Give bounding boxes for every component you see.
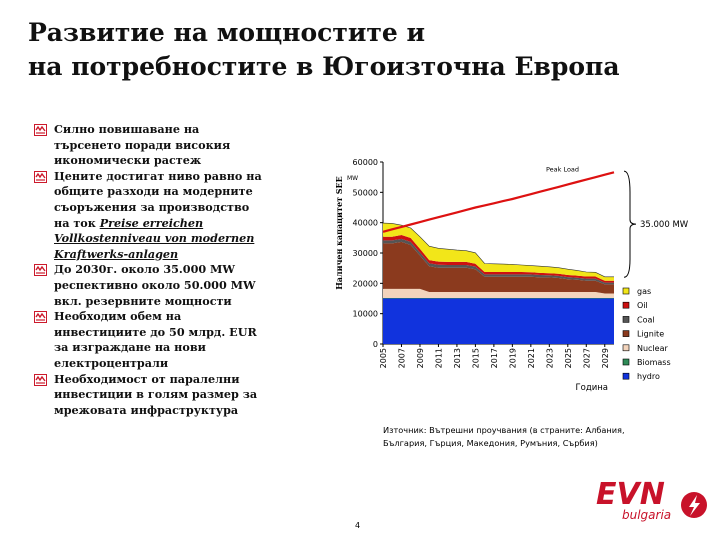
area-series-biomass	[383, 298, 614, 299]
x-tick-label: 2015	[471, 348, 481, 369]
x-tick-label: 2007	[397, 348, 407, 369]
slide-title-line-2: на потребностите в Югоизточна Европа	[28, 52, 620, 81]
logo-brand-text: EVN	[596, 477, 665, 512]
y-axis-title: Наличен капацитет SEE	[334, 176, 344, 290]
source-line-1: Източник: Вътрешни проучвания (в страните: Албания,	[383, 425, 625, 435]
legend-label-gas: gas	[637, 287, 652, 296]
x-tick-label: 2029	[600, 348, 610, 369]
x-tick-label: 2013	[452, 348, 462, 369]
x-tick-label: 2019	[508, 348, 518, 369]
x-tick-label: 2027	[582, 348, 592, 369]
x-tick-label: 2011	[434, 348, 444, 369]
bullet-text: Цените достигат ниво равно на общите разходи на модерните съоръжения за производство на ток	[54, 168, 262, 230]
y-tick-label: 10000	[352, 309, 378, 319]
bullet-text: Необходим обем на инвестициите до 50 млрд. EUR за изграждане на нови електроцентрали	[54, 309, 257, 370]
evn-logo	[594, 477, 710, 523]
source-note	[383, 424, 683, 450]
y-tick-label: 50000	[352, 188, 378, 198]
x-tick-label: 2023	[545, 348, 555, 369]
legend-swatch-coal	[623, 316, 629, 322]
legend-label-biomass: Biomass	[637, 358, 671, 367]
capacity-gap-bracket	[624, 171, 636, 277]
x-tick-label: 2009	[415, 348, 425, 369]
y-axis-unit: MW	[347, 175, 359, 182]
legend-label-coal: Coal	[637, 315, 655, 325]
x-tick-label: 2025	[563, 348, 573, 369]
x-tick-label: 2005	[379, 348, 388, 369]
x-tick-label: 2021	[526, 348, 536, 369]
legend-swatch-gas	[623, 288, 629, 294]
y-tick-label: 30000	[352, 249, 378, 258]
legend-swatch-oil	[623, 302, 629, 308]
peak-load-label: Peak Load	[545, 165, 580, 174]
legend-label-nuclear: Nuclear	[637, 343, 668, 353]
area-series-hydro	[383, 299, 614, 345]
legend-swatch-lignite	[623, 331, 629, 337]
bullet-text: Силно повишаване на търсенето поради високия икономически растеж	[54, 122, 231, 168]
slide-title-line-1: Развитие на мощностите и	[28, 18, 426, 47]
logo-sub-text: bulgaria	[622, 508, 672, 522]
bullet-text-german: Preise erreichen Vollkostenniveau von modernen Kraftwerks-anlagen	[54, 215, 255, 261]
x-tick-label: 2017	[489, 348, 499, 369]
legend-label-oil: Oil	[637, 301, 648, 311]
bullet-text: До 2030г. около 35.000 MW респективно около 50.000 MW вкл. резервните мощности	[54, 262, 256, 308]
bullet-text: Необходимост от паралелни инвестиции в голям размер за мрежовата инфраструктура	[54, 371, 258, 417]
y-tick-label: 60000	[352, 158, 378, 167]
y-tick-label: 20000	[352, 279, 378, 289]
source-line-2: България, Гърция, Македония, Румъния, Сърбия)	[383, 438, 598, 448]
legend-label-hydro: hydro	[637, 372, 660, 382]
legend-swatch-hydro	[623, 373, 629, 379]
capacity-gap-annotation: 35.000 MW	[640, 220, 689, 231]
legend-label-lignite: Lignite	[637, 329, 665, 339]
legend-swatch-biomass	[623, 359, 629, 365]
y-tick-label: 40000	[352, 218, 378, 228]
legend-swatch-nuclear	[623, 345, 629, 351]
peak-load-line	[383, 172, 614, 232]
y-tick-label: 0	[372, 340, 378, 349]
x-axis-title: Година	[575, 383, 608, 393]
page-number: 4	[355, 521, 361, 530]
